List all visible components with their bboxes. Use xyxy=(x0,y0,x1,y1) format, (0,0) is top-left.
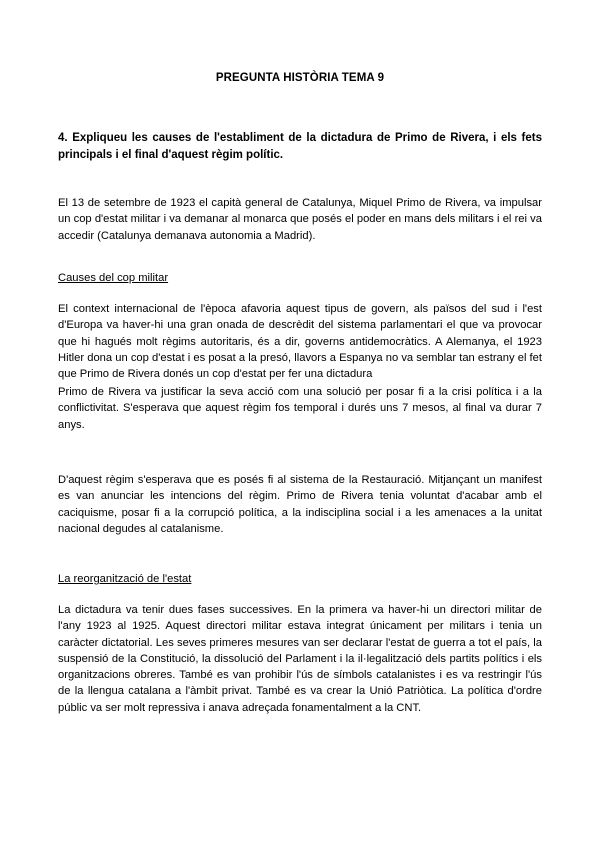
question-text: 4. Expliqueu les causes de l'establiment de la dictadura de Primo de Rivera, i els fets principals i el final d'aquest règim polític. xyxy=(58,132,542,161)
causes-paragraph-1: El context internacional de l'època afavoria aquest tipus de govern, als països del sud i l'est d'Europa va haver-hi una gran onada de descrèdit del sistema parlamentari el que va provocar que hi hagués molt règims autoritaris, és a dir, governs antidemocràtics. A Alemanya, el 1923 Hitler dona un cop d'estat i es posat a la presó, llavors a Espanya no va semblar tan estrany el fet que Primo de Rivera donés un cop d'estat per fer una dictadura xyxy=(58,303,542,381)
causes-paragraph-2: Primo de Rivera va justificar la seva acció com una solució per posar fi a la crisi política i a la conflictivitat. S'esperava que aquest règim fos temporal i durés uns 7 mesos, al final va durar 7 anys. xyxy=(58,386,542,431)
document-title: PREGUNTA HISTÒRIA TEMA 9 xyxy=(215,72,385,84)
section-heading-causes: Causes del cop militar xyxy=(58,272,169,284)
causes-paragraph-3: D'aquest règim s'esperava que es posés fi al sistema de la Restauració. Mitjançant un manifest es van anunciar les intencions del règim. Primo de Rivera tenia voluntat d'acabar amb el caciquisme, posar fi a la corrupció política, a la indisciplina social i a les amenaces a la unitat nacional degudes al catalanisme. xyxy=(58,474,542,535)
intro-paragraph: El 13 de setembre de 1923 el capità general de Catalunya, Miquel Primo de Rivera, va impulsar un cop d'estat militar i va demanar al monarca que posés el poder en mans dels militars i el rei va accedir (Catalunya demanava autonomia a Madrid). xyxy=(58,197,542,242)
section-heading-reorganitzacio: La reorganització de l'estat xyxy=(58,573,192,585)
reorganitzacio-paragraph-1: La dictadura va tenir dues fases successives. En la primera va haver-hi un directori militar de l'any 1923 al 1925. Aquest directori militar estava integrat únicament per militars i tenia un caràcter dictatorial. Les seves primeres mesures van ser declarar l'estat de guerra a tot el país, la suspensió de la Constitució, la dissolució del Parlament i la il·legalització dels partits polítics i els organitzacions obreres. També es van prohibir l'ús de símbols catalanistes i es va restringir l'ús de la llengua catalana a l'àmbit privat. També es va crear la Unió Patriòtica. La política d'ordre públic va ser molt repressiva i anava adreçada fonamentalment a la CNT. xyxy=(58,604,542,714)
